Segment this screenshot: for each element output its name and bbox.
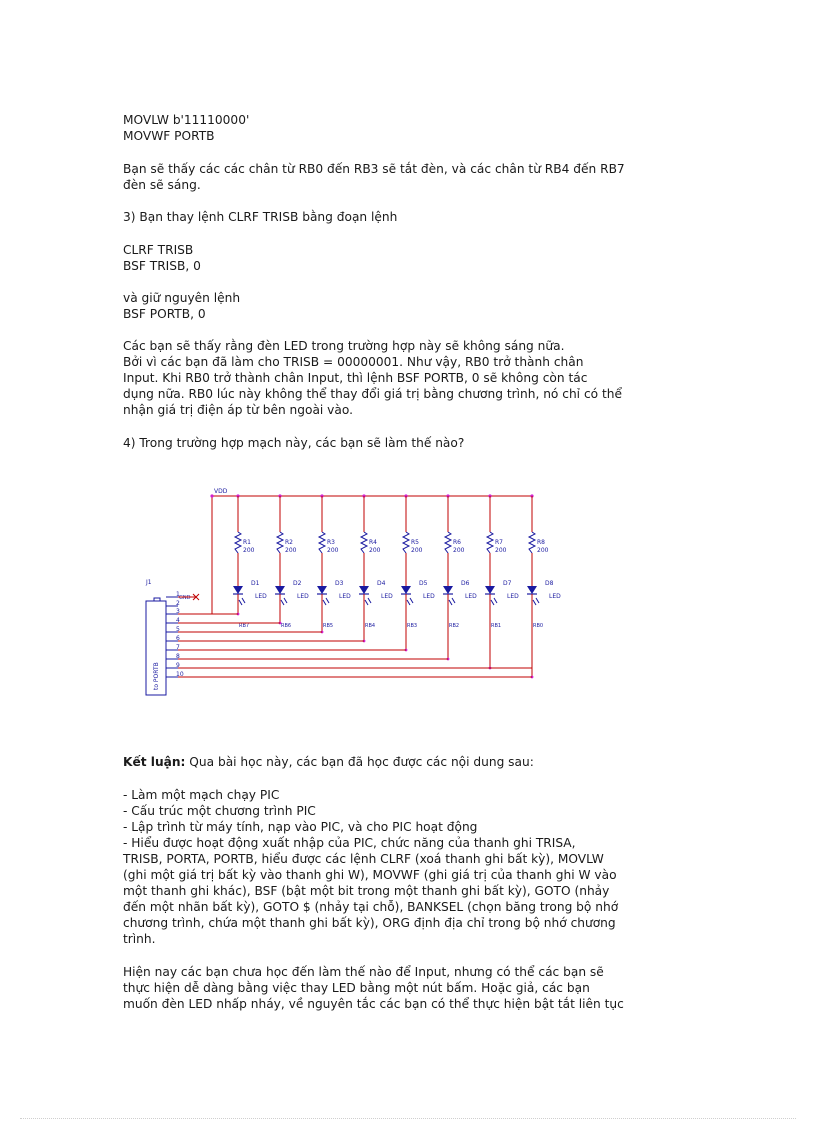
port-label: RB7 — [239, 623, 250, 629]
led-type: LED — [423, 593, 435, 600]
vdd-node — [210, 494, 213, 497]
resistor-name: R6 — [453, 539, 461, 546]
pin-number: 9 — [176, 662, 180, 669]
port-label: RB6 — [281, 623, 292, 629]
paragraph-line: thực hiện dễ dàng bằng việc thay LED bằng một nút bấm. Hoặc giả, các bạn — [123, 981, 590, 995]
led-type: LED — [465, 593, 477, 600]
connector-label: J1 — [146, 579, 152, 586]
resistor-name: R4 — [369, 539, 377, 546]
code-line-clrf: CLRF TRISB — [123, 243, 194, 257]
list-item-continued: TRISB, PORTA, PORTB, hiểu được các lệnh CLRF (xoá thanh ghi bất kỳ), MOVLW — [123, 852, 604, 866]
led-name: D3 — [335, 580, 344, 587]
list-item-continued: chương trình, chứa một thanh ghi bất kỳ), ORG định địa chỉ trong bộ nhớ chương — [123, 916, 616, 930]
resistor-name: R8 — [537, 539, 545, 546]
code-line-movlw: MOVLW b'11110000' — [123, 113, 250, 127]
paragraph-line: đèn sẽ sáng. — [123, 178, 201, 192]
paragraph-line: nhận giá trị điện áp từ bên ngoài vào. — [123, 403, 353, 417]
resistor-value: 200 — [537, 547, 549, 554]
pin-number: 10 — [176, 671, 184, 678]
port-label: RB0 — [533, 623, 544, 629]
led-light-ray — [536, 598, 539, 603]
port-label: RB3 — [407, 623, 418, 629]
resistor-name: R1 — [243, 539, 251, 546]
led-name: D1 — [251, 580, 260, 587]
resistor-name: R7 — [495, 539, 503, 546]
list-item-continued: đến một nhãn bất kỳ), GOTO $ (nhảy tại chỗ), BANKSEL (chọn băng trong bộ nhớ — [123, 900, 619, 914]
resistor-value: 200 — [411, 547, 423, 554]
resistor-value: 200 — [453, 547, 465, 554]
resistor-name: R3 — [327, 539, 335, 546]
led-type: LED — [381, 593, 393, 600]
led-symbol — [401, 586, 411, 594]
led-symbol — [275, 586, 285, 594]
led-light-ray — [326, 598, 329, 603]
led-light-ray — [407, 600, 410, 605]
resistor-value: 200 — [327, 547, 339, 554]
list-item: - Lập trình từ máy tính, nạp vào PIC, và cho PIC hoạt động — [123, 820, 478, 834]
list-item: - Cấu trúc một chương trình PIC — [123, 804, 316, 818]
paragraph-line: Input. Khi RB0 trở thành chân Input, thì lệnh BSF PORTB, 0 sẽ không còn tác — [123, 371, 588, 385]
led-symbol — [317, 586, 327, 594]
resistor-symbol — [319, 532, 325, 553]
led-name: D6 — [461, 580, 470, 587]
keep-text: và giữ nguyên lệnh — [123, 291, 241, 305]
pin-number: 3 — [176, 608, 180, 615]
led-symbol — [443, 586, 453, 594]
connector-text: to PORTB — [153, 662, 160, 690]
led-type: LED — [297, 593, 309, 600]
paragraph-line: Các bạn sẽ thấy rằng đèn LED trong trường hợp này sẽ không sáng nữa. — [123, 339, 565, 353]
led-symbol — [233, 586, 243, 594]
led-name: D2 — [293, 580, 302, 587]
resistor-name: R2 — [285, 539, 293, 546]
led-type: LED — [339, 593, 351, 600]
led-light-ray — [365, 600, 368, 605]
led-light-ray — [452, 598, 455, 603]
resistor-value: 200 — [243, 547, 255, 554]
code-line-movwf: MOVWF PORTB — [123, 129, 215, 143]
led-type: LED — [507, 593, 519, 600]
led-light-ray — [491, 600, 494, 605]
pin-number: 5 — [176, 626, 180, 633]
conclusion-label: Kết luận: — [123, 755, 186, 769]
led-name: D7 — [503, 580, 512, 587]
led-light-ray — [533, 600, 536, 605]
resistor-symbol — [235, 532, 241, 553]
led-type: LED — [255, 593, 267, 600]
resistor-symbol — [529, 532, 535, 553]
resistor-symbol — [277, 532, 283, 553]
resistor-name: R5 — [411, 539, 419, 546]
paragraph-line: Bởi vì các bạn đã làm cho TRISB = 00000001. Như vậy, RB0 trở thành chân — [123, 355, 584, 369]
led-light-ray — [281, 600, 284, 605]
paragraph-line: Bạn sẽ thấy các các chân từ RB0 đến RB3 sẽ tắt đèn, và các chân từ RB4 đến RB7 — [123, 162, 625, 176]
vdd-label: VDD — [214, 488, 228, 495]
resistor-value: 200 — [495, 547, 507, 554]
led-light-ray — [368, 598, 371, 603]
resistor-symbol — [445, 532, 451, 553]
pin-number: 1 — [176, 591, 180, 598]
pin-number: 4 — [176, 617, 180, 624]
conclusion-text: Qua bài học này, các bạn đã học được các nội dung sau: — [185, 755, 534, 769]
conclusion-heading — [123, 754, 534, 770]
port-label: RB4 — [365, 623, 376, 629]
step-3-heading: 3) Bạn thay lệnh CLRF TRISB bằng đoạn lệnh — [123, 210, 398, 224]
led-light-ray — [242, 598, 245, 603]
led-symbol — [359, 586, 369, 594]
resistor-value: 200 — [285, 547, 297, 554]
resistor-symbol — [403, 532, 409, 553]
resistor-symbol — [361, 532, 367, 553]
led-light-ray — [239, 600, 242, 605]
gnd-label: GND — [179, 595, 191, 601]
led-name: D5 — [419, 580, 428, 587]
pin-number: 7 — [176, 644, 180, 651]
port-label: RB5 — [323, 623, 334, 629]
resistor-value: 200 — [369, 547, 381, 554]
led-light-ray — [284, 598, 287, 603]
resistor-symbol — [487, 532, 493, 553]
led-light-ray — [449, 600, 452, 605]
led-name: D8 — [545, 580, 554, 587]
port-label: RB1 — [491, 623, 502, 629]
led-light-ray — [323, 600, 326, 605]
paragraph-line: dụng nữa. RB0 lúc này không thể thay đổi giá trị bằng chương trình, nó chỉ có thể — [123, 387, 622, 401]
connector-key — [154, 598, 160, 601]
code-line-bsf-trisb: BSF TRISB, 0 — [123, 259, 201, 273]
list-item-continued: trình. — [123, 932, 156, 946]
paragraph-line: Hiện nay các bạn chưa học đến làm thế nào để Input, nhưng có thể các bạn sẽ — [123, 965, 604, 979]
pin-number: 2 — [176, 600, 180, 607]
pin-number: 8 — [176, 653, 180, 660]
list-item: - Làm một mạch chạy PIC — [123, 788, 280, 802]
paragraph-line: muốn đèn LED nhấp nháy, về nguyên tắc các bạn có thể thực hiện bật tắt liên tục — [123, 997, 624, 1011]
step-4-heading: 4) Trong trường hợp mạch này, các bạn sẽ làm thế nào? — [123, 436, 465, 450]
list-item: - Hiểu được hoạt động xuất nhập của PIC, chức năng của thanh ghi TRISA, — [123, 836, 576, 850]
pin-number: 6 — [176, 635, 180, 642]
led-symbol — [527, 586, 537, 594]
list-item-continued: (ghi một giá trị bất kỳ vào thanh ghi W), MOVWF (ghi giá trị của thanh ghi W vào — [123, 868, 617, 882]
port-label: RB2 — [449, 623, 460, 629]
led-name: D4 — [377, 580, 386, 587]
led-type: LED — [549, 593, 561, 600]
led-symbol — [485, 586, 495, 594]
page-bottom-rule — [20, 1118, 796, 1119]
led-light-ray — [494, 598, 497, 603]
list-item-continued: một thanh ghi khác), BSF (bật một bit trong một thanh ghi bất kỳ), GOTO (nhảy — [123, 884, 610, 898]
code-line-bsf-portb: BSF PORTB, 0 — [123, 307, 206, 321]
led-light-ray — [410, 598, 413, 603]
